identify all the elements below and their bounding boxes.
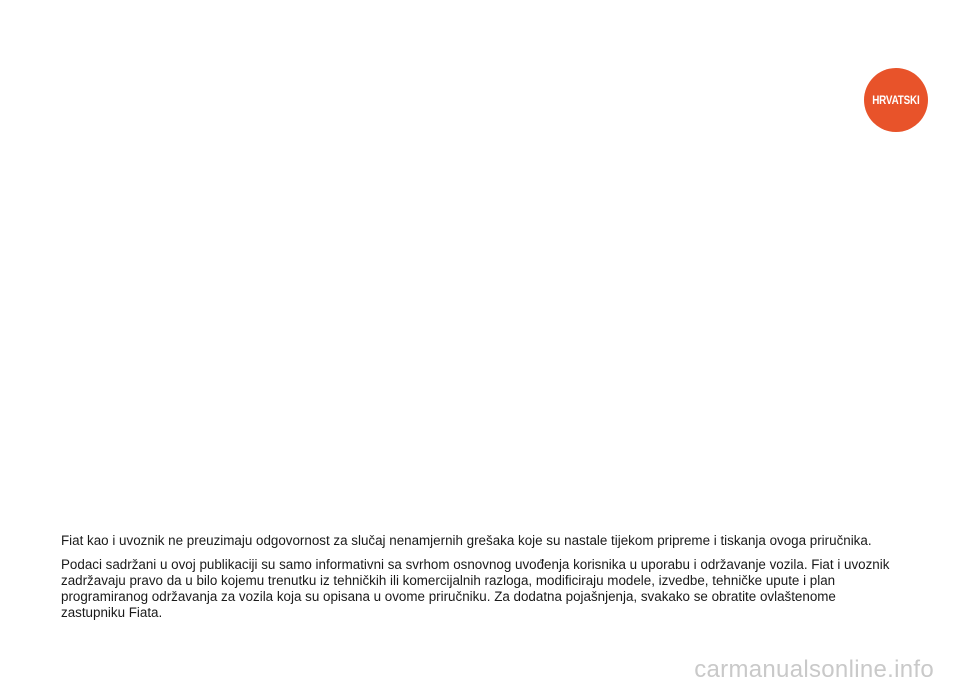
disclaimer-paragraph-1: Fiat kao i uvoznik ne preuzimaju odgovornost za slučaj nenamjernih grešaka koje su nastale tijekom pripreme i tiskanja ovoga priručnika. <box>61 533 872 548</box>
language-badge <box>864 68 928 132</box>
disclaimer-text <box>61 533 901 629</box>
language-badge-label: HRVATSKI <box>872 93 920 107</box>
disclaimer-paragraph-2: Podaci sadržani u ovoj publikaciji su samo informativni sa svrhom osnovnog uvođenja korisnika u uporabu i održavanje vozila. Fiat i uvoznik zadržavaju pravo da u bilo kojemu trenutku iz tehničkih ili komercijalnih razloga, modificiraju modele, izvedbe, tehničke upute i plan programiranog održavanja za vozila koja su opisana u ovome priručniku. Za dodatna pojašnjenja, svakako se obratite ovlaštenome zastupniku Fiata. <box>61 557 890 620</box>
watermark: carmanualsonline.info <box>694 656 934 683</box>
